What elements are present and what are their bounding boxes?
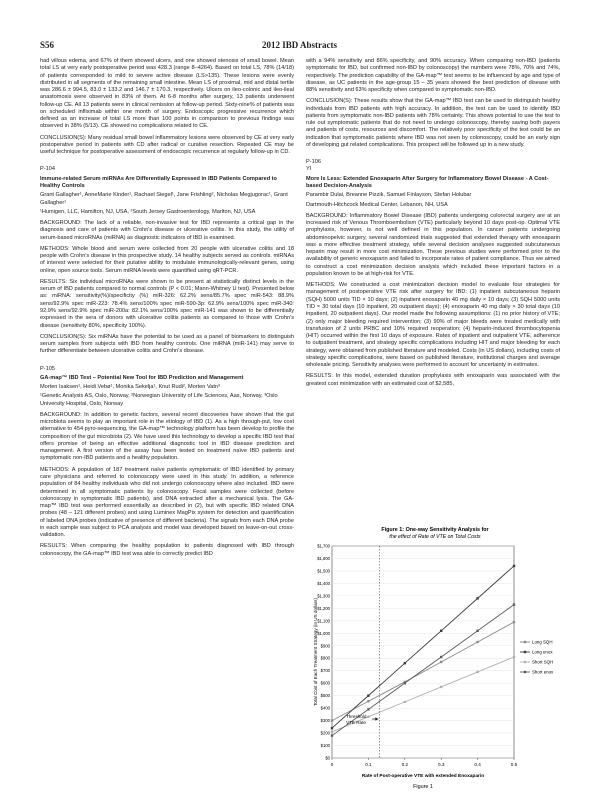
y-tick-label: $1,700: [317, 543, 330, 549]
continuation-paragraph: with a 94% sensitivity and 86% specificity, and 90% accuracy. When comparing non-IBD (patients symptomatic for IBD, but confirmed non-IBD by colonoscopy) the numbers were 78%, 70% and 74%, respectively. The prediction capability of the GA-map™ test seems to be influenced by age and type of disease, as UC patients in the age-group 15 – 35 years showed the best prediction of disease with 88% sensitivity and 63% specificity when compared to symptomatic non-IBD.: [306, 58, 560, 94]
left-column: [40, 58, 294, 562]
page-number: S56: [40, 40, 55, 50]
abstract-id: P-104: [40, 166, 55, 173]
data-point: [331, 727, 333, 729]
data-point: [367, 708, 369, 710]
abstract-title: GA-map™ IBD Test – Potential New Tool for IBD Prediction and Management: [40, 374, 244, 381]
abstract-authors: Parambir Dulai, Breanne Pizzik, Samuel Finlayson, Stefan Holubar: [306, 192, 472, 199]
x-tick-label: 0: [330, 762, 334, 767]
abstract-paragraph: METHODS: Whole blood and serum were collected from 20 people with ulcerative colitis and 18 people with Crohn's disease in this prospective study. 14 healthy subjects served as controls. miRNAs of interest were selected for their putative ability to modulate immunologically-relevant genes, using online, open source tools. Serum miRNA levels were quantified using qRT-PCR.: [40, 245, 294, 274]
right-column: [306, 58, 560, 392]
plot-frame: [332, 546, 514, 758]
threshold-annotation: [346, 546, 379, 758]
journal-title: 2012 IBD Abstracts: [262, 40, 338, 50]
y-tick-label: $800: [320, 655, 330, 661]
data-point: [404, 662, 406, 664]
y-tick-label: $1,600: [317, 555, 330, 561]
y-tick-label: $1,000: [317, 630, 330, 636]
data-point: [404, 682, 406, 684]
legend-marker: [524, 641, 526, 643]
figure-caption: Figure 1: [413, 784, 433, 790]
legend-label: Long SQH: [532, 639, 553, 645]
x-tick-label: 0.5: [510, 762, 518, 767]
y-tick-label: $900: [320, 643, 330, 649]
data-point: [331, 734, 333, 736]
abstract-paragraph: BACKGROUND: Inflammatory Bowel Disease (IBD) patients undergoing colorectal surgery are at an increased risk of Venous Thromboembolism (VTE) particularly beyond 10 days post-op. Optimal VTE prophylaxis, however, is not well defined in this population. In cancer patients undergoing abdominopelvic surgery, several randomized trials suggested that extended therapy with enoxaparin was a more effective treatment strategy, while several decision analyses suggested subcutaneous heparin may result in more cost minimization. These previous studies were performed prior to the availability of generic enoxaparin and failed to incorporate rates of patient compliance. Thus we aimed to construct a cost minimization decision analysis which included these important factors in a population known to be at high-risk for VTE.: [306, 212, 560, 277]
data-point: [367, 694, 369, 696]
data-point: [367, 700, 369, 702]
x-tick-label: 0.4: [474, 762, 481, 767]
data-point: [513, 621, 515, 623]
y-tick-label: $1,300: [317, 593, 330, 599]
x-axis-ticks: [331, 758, 518, 767]
threshold-sublabel: VTE Rate: [346, 720, 366, 725]
series-line: [332, 566, 514, 728]
data-point: [440, 661, 442, 663]
y-axis-label: Total Cost of Each Treatment Strategy (in US dollars): [313, 598, 318, 706]
abstract-paragraph: METHODS: We constructed a cost minimization decision model to evaluate four strategies for management of postoperative VTE risk after surgery for IBD: (1) inpatient subcutaneous heparin (SQH) 5000 units TID × 10 days; (2) inpatient enoxaparin 40 mg daily × 10 days; (3) SQH 5000 units TID × 30 total days (10 inpatient, 20 outpatient days); (4) enoxaparin 40 mg daily × 30 total days (10 inpatient, 20 outpatient days). Our model made the following assumptions: (1) no prior history of VTE; (2) only major bleeding required intervention; (3) 90% of major bleeds were treated medically with transfusion of 2 units PRBC and 10% required reoperation; (4) heparin-induced thrombocytopenia (HIT) occurred within the first 10 days of exposure. Rates of inpatient and outpatient VTE, adherence to outpatient treatment, and strategy specific complications including HIT and major bleeding for each strategy, were obtained from published literature and modeled. Costs (in US dollars), including costs of strategy specific complications, were based on published literature, institutional charges and average wholesale pricing. Sensitivity analyses were performed to account for uncertainty in estimates.: [306, 282, 560, 369]
data-point: [331, 719, 333, 721]
y-tick-label: $1,200: [317, 605, 330, 611]
y-tick-label: $1,100: [317, 618, 330, 624]
threshold-label: Threshold: [346, 714, 367, 719]
y-tick-label: $1,500: [317, 568, 330, 574]
y-tick-label: $200: [320, 730, 330, 736]
legend-marker: [524, 671, 526, 673]
abstract-title: Immune-related Serum miRNAs Are Differentially Expressed in IBD Patients Compared to Healthy Controls: [40, 175, 277, 189]
y-tick-label: $0: [325, 755, 330, 761]
y-tick-label: $500: [320, 693, 330, 699]
abstract-paragraph: CONCLUSION(S): Six miRNAs have the potential to be used as a panel of biomarkers to distinguish serum samples from subjects with IBD from healthy controls. One miRNA (miR-141) may serve to further differentiate between ulcerative colitis and Crohn's disease.: [40, 333, 294, 355]
data-point: [476, 671, 478, 673]
arrow-head-icon: [375, 717, 378, 720]
data-point: [476, 641, 478, 643]
abstract-paragraph: RESULTS: In this model, extended duration prophylaxis with enoxaparin was associated with the greatest cost minimization with an estimated cost of $2,585,: [306, 373, 560, 387]
continuation-paragraph: had villous edema, and 67% of them showed ulcers, and one showed stenosis of small bowel. Mean total LS at very early postoperative period was 428.3 (range 8–4264). Based on total LS, 78% (14/18) of patients corresponded to mild to severe active disease (LS>135). These lesions were evenly distributed in all segments of the remaining small intestine. Mean LS of proximal, mid and distal tertile was 286.6 ± 994.5, 83.0 ± 133.2 and 146.7 ± 170.3, respectively. Ulcers on ileo-colonic and ileo-ileal anastomosis were observed in 83% of them. At 6-8 months after surgery, 13 patients underwent follow-up CE. All 13 patients were in clinical remission at follow-up period. Sixty-nine% of patients was on scheduled infliximab within one month of surgery. Endoscopic progressive recurrence which defined as an increase of total LS more than 100 points in comparison to previous findings was observed in 38% (5/13). CE showed no complications related to CE.: [40, 58, 294, 130]
series-line: [332, 622, 514, 721]
legend-marker: [524, 661, 526, 663]
y-tick-label: $300: [320, 718, 330, 724]
x-axis-label: Rate of Post-operative VTE with extended Enoxaparin: [361, 774, 485, 779]
x-tick-label: 0.2: [401, 762, 408, 767]
abstract-paragraph: RESULTS: Six individual microRNAs were shown to be present at statistically distinct levels in the serum of IBD patients compared to normal controls (P < 0.01; Mann-Whitney U test). Presented below as: miRNA: sensitivity(%)/specificity (%) miR-326: 62.2% sens/85.7% spec miR-543: 88.9% sens/92.9% spec miR-223: 78.4% sens/100% spec miR-590-3p: 62.9% sens/100% spec miR-340: 92.9% sens/92.9% spec miR-200a: 82.1% sens/100% spec miR-141 was shown to be differentially expressed in the sera of donors with ulcerative colitis patients as compared to those with Crohn's disease (sensitivity 80%, specificity 100%).: [40, 278, 294, 329]
figure-title: Figure 1: One-way Sensitivity Analysis for: [381, 527, 489, 533]
abstract-affiliation: ¹Humigen, LLC, Hamilton, NJ, USA, ²South Jersey Gastroenterology, Marlton, NJ, USA: [40, 208, 256, 215]
abstract-paragraph: RESULTS: When comparing the healthy population to patients diagnosed with IBD through colonoscopy, the GA-map™ IBD test was able to correctly predict IBD: [40, 543, 294, 557]
y-tick-label: $1,400: [317, 580, 330, 586]
data-point: [476, 597, 478, 599]
legend-label: Short enox: [532, 669, 554, 675]
data-point: [404, 701, 406, 703]
abstract-affiliation: ¹Genetic Analysis AS, Oslo, Norway, ²Norwegian University of Life Sciences, Aas, Norway, ³Oslo University Hospital, Oslo, Norway: [40, 393, 278, 407]
abstract-authors: Grant Gallagher¹, AnneMarie Kinder¹, Rachael Siegel¹, Jane Frishling², Nicholas Megjugorac¹, Grant Gallagher¹: [40, 192, 288, 206]
continuation-paragraph: CONCLUSION(S): These results show that the GA-map™ IBD test can be used to distinguish healthy individuals from IBD patients with high accuracy. In addition, the test can be used to identify IBD patients from symptomatic non-IBD patients with 78% certainty. This shows potential to use the test to rule out symptomatic patients that do not need to undergo colonoscopy, thereby saving both payers and patients of costs, resources and discomfort. The relatively poor specificity of the test could be an indication that symptomatic patients where IBD was not seen by colonoscopy, could be an early sign of developing gut related complications. This prospect will be followed up in a new study.: [306, 98, 560, 148]
data-point: [440, 630, 442, 632]
data-point: [476, 630, 478, 632]
continuation-paragraph: CONCLUSION(S): Many residual small bowel inflammatory lesions were observed by CE at very early postoperative period in patients with CD after radical or curative resection. Repeated CE may be useful technique for postoperative assessment of endoscopic recurrence at regularly follow-up in CD.: [40, 134, 294, 156]
y-axis-ticks: [317, 544, 330, 761]
figure-1: [310, 522, 560, 792]
figure-subtitle: the effect of Rate of VTE on Total Costs: [389, 534, 481, 540]
sensitivity-chart: [310, 522, 560, 792]
x-tick-label: 0.1: [365, 762, 372, 767]
legend-marker: [524, 651, 526, 653]
data-point: [513, 565, 515, 567]
abstract-title: More Is Less: Extended Enoxaparin After Surgery for Inflammatory Bowel Disease - A Cost-based Decision-Analysis: [306, 175, 549, 189]
abstract-authors: Morten Isaksen¹, Heidi Vebø¹, Monika Sekelja¹, Knut Rudi², Morten Vatn³: [40, 384, 220, 391]
abstract-paragraph: BACKGROUND: In addition to genetic factors, several recent discoveries have shown that the gut microbiota seems to play an important role in the etiology of IBD (1). As a high through-put, low cost alternative to 454 pyro-sequencing, the GA-map™ technology platform has been develop to profile the composition of the gut microbiota (2). We have used this technology to develop a specific IBD test that offers promise of being an effective additional diagnostic tool in IBD disease prediction and management. A first version of the assay has been tested on treatment naïve IBD patients and symptomatic non-IBD patients and a healthy population.: [40, 411, 294, 462]
chart-legend: [520, 640, 554, 675]
y-tick-label: $100: [320, 743, 330, 749]
chart-grid: [332, 546, 514, 758]
abstract-label: YI: [306, 166, 312, 173]
abstract-affiliation: Dartmouth-Hitchcock Medical Center, Lebanon, NH, USA: [306, 201, 448, 208]
data-point: [440, 656, 442, 658]
abstract-id: P-105: [40, 365, 55, 372]
chart-series: [331, 565, 515, 737]
abstract-id: P-106: [306, 159, 321, 166]
data-point: [440, 686, 442, 688]
legend-label: Long enox: [532, 649, 553, 655]
y-tick-label: $400: [320, 705, 330, 711]
data-point: [513, 656, 515, 658]
y-tick-label: $600: [320, 680, 330, 686]
data-point: [513, 603, 515, 605]
y-tick-label: $700: [320, 668, 330, 674]
x-tick-label: 0.3: [438, 762, 445, 767]
data-point: [331, 731, 333, 733]
legend-label: Short SQH: [532, 659, 554, 665]
abstract-paragraph: METHODS: A population of 187 treatment naïve patients symptomatic of IBD identified by primary care physicians and referred to colonoscopy were used in this study. In addition, a reference population of 84 healthy individuals who did not undergo colonoscopy where also included. IBD were determined in all symptomatic patients by colonoscopy. Fecal samples were collected (before colonoscopy in symptomatic IBD patients), and DNA extracted after a mechanical lysis. The GA-map™ IBD test was performed essentially as described in (2), but with specific IBD related DNA probes (48 – 121 different probes) and using Luminex MagPix system for detection and quantification of labeled DNA probes (indicative of presence of different bacteria). The signals from each DNA probe in each sample was subject to PCA analysis and model was developed based on leave-on-out cross-validation.: [40, 466, 294, 539]
abstract-paragraph: BACKGROUND: The lack of a reliable, non-invasive test for IBD represents a critical gap in the diagnosis and care of patients with Crohn's disease or ulcerative colitis. In this study, the utility of serum-based microRNAs (miRNA) as diagnostic indicators of IBD is examined.: [40, 220, 294, 241]
data-point: [367, 716, 369, 718]
